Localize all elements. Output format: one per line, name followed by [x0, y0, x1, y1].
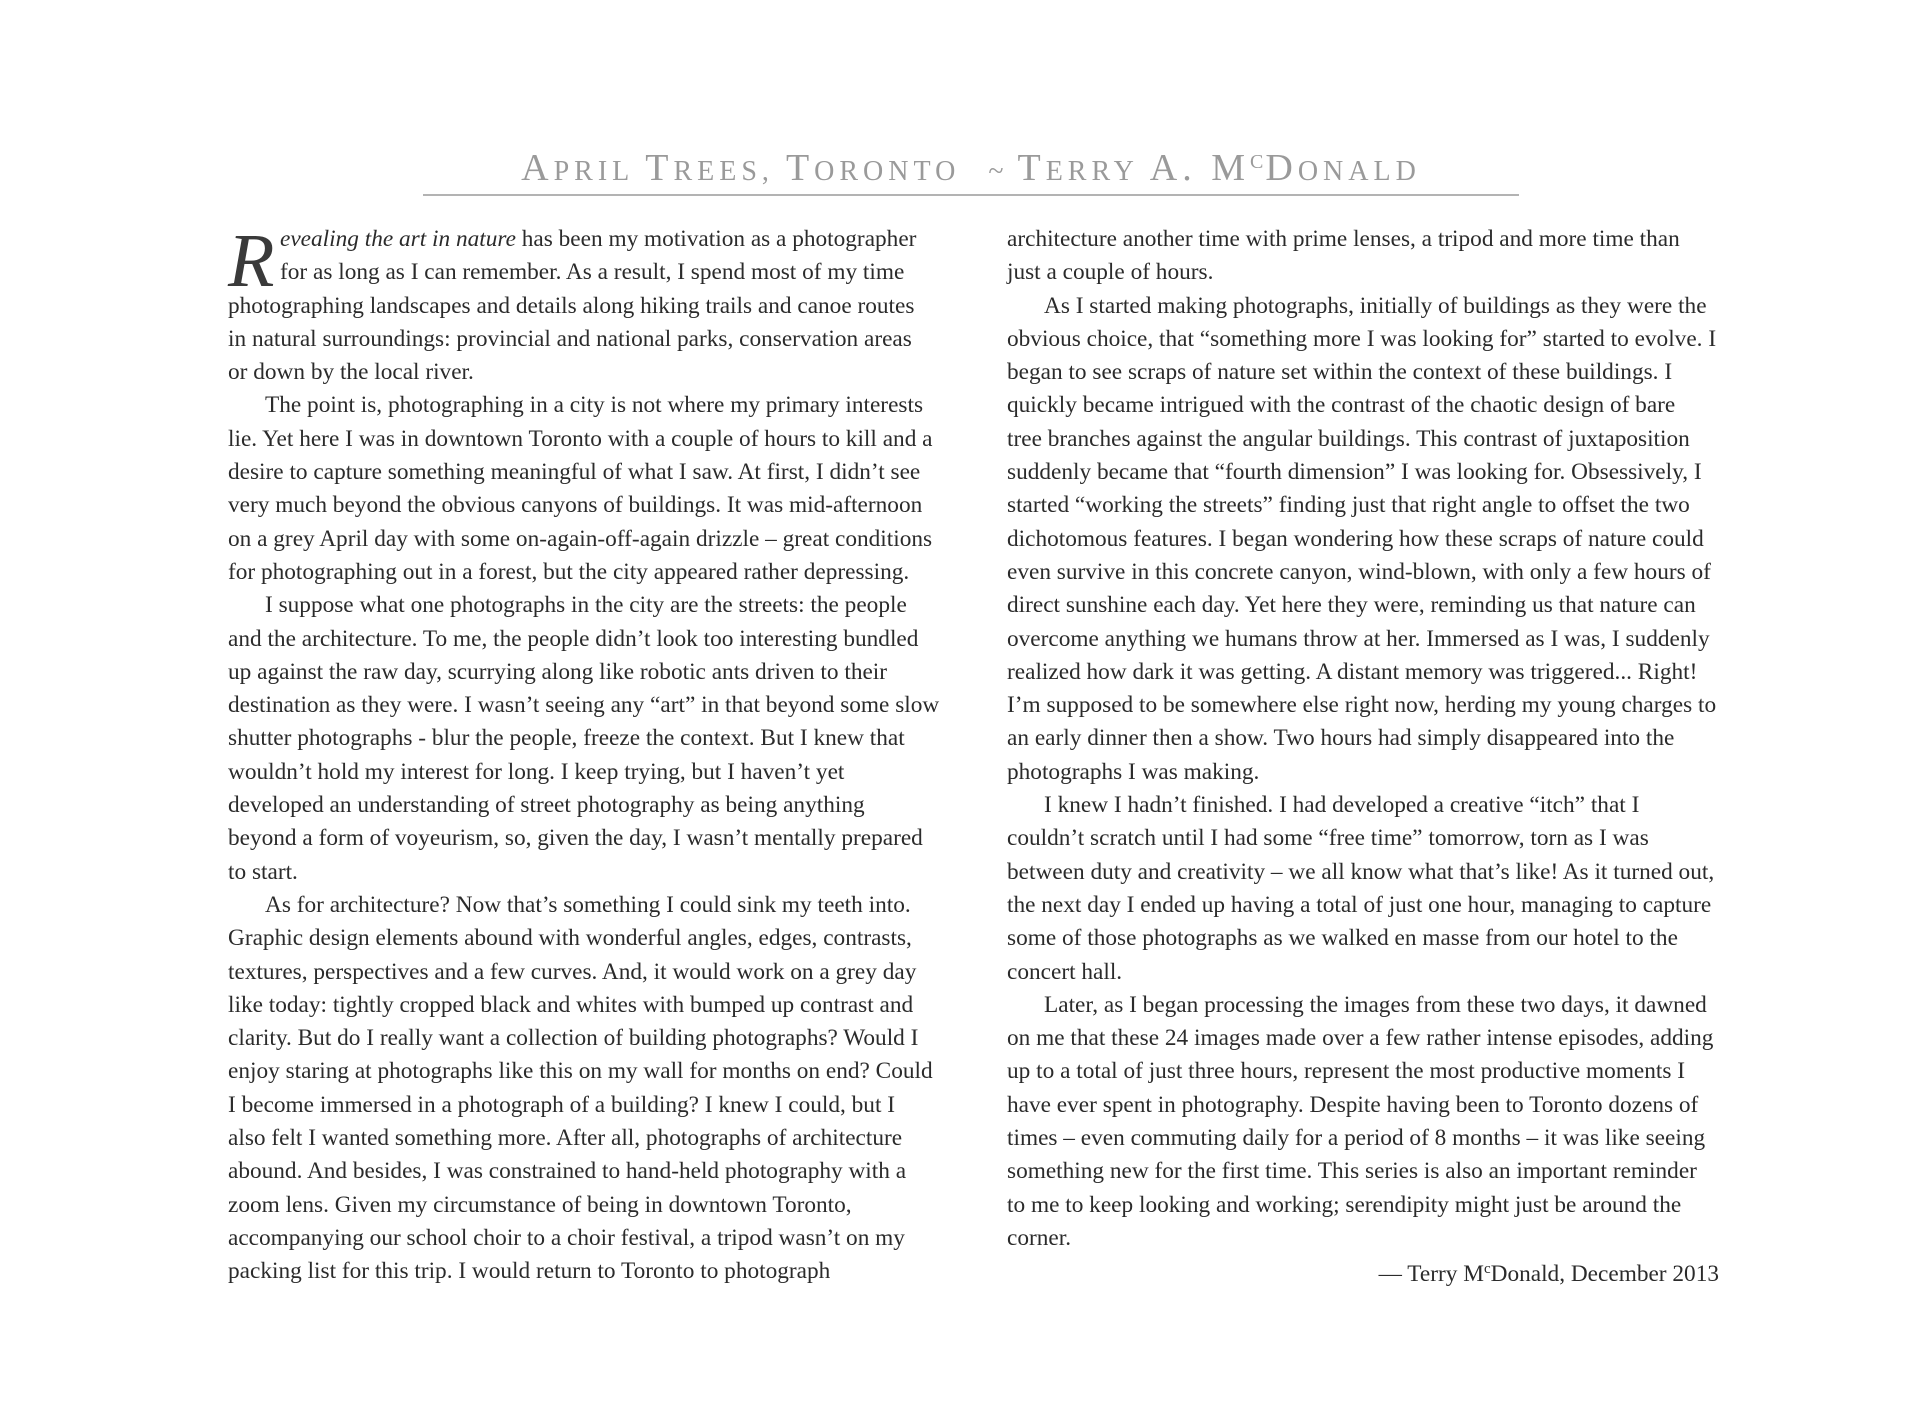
title-initial-t2: T [785, 147, 815, 189]
text-line: direct sunshine each day. Yet here they were, reminding us that nature can [1007, 592, 1696, 619]
text-line: up to a total of just three hours, represent the most productive moments I [1007, 1058, 1686, 1085]
text-line: realized how dark it was getting. A distant memory was triggered... Right! [1007, 658, 1698, 685]
signature-part-1: — Terry M [1378, 1261, 1484, 1287]
text-line: dichotomous features. I began wondering how these scraps of nature could [1007, 525, 1704, 552]
author-initial-m: M [1211, 147, 1251, 189]
text-line-rest: has been my motivation as a photographer [515, 226, 917, 252]
text-line: for as long as I can remember. As a result, I spend most of my time [280, 259, 905, 286]
text-line: developed an understanding of street photography as being anything [228, 792, 865, 819]
text-line: an early dinner then a show. Two hours had simply disappeared into the [1007, 725, 1675, 752]
title-word-april: PRIL [553, 156, 646, 187]
text-line: Graphic design elements abound with wonderful angles, edges, contrasts, [228, 925, 912, 952]
text-line: for photographing out in a forest, but the city appeared rather depressing. [228, 558, 910, 585]
author-signature [1379, 1253, 1719, 1291]
author-word-onald: ONALD [1297, 156, 1421, 187]
text-line: concert hall. [1007, 958, 1123, 985]
text-line: The point is, photographing in a city is not where my primary interests [265, 392, 924, 419]
text-line: just a couple of hours. [1007, 259, 1214, 286]
signature-part-2: Donald, December 2013 [1490, 1261, 1719, 1287]
drop-cap: R [228, 219, 275, 303]
text-line: to start. [228, 858, 298, 885]
text-line [228, 223, 940, 256]
text-line: overcome anything we humans throw at her. Immersed as I was, I suddenly [1007, 625, 1710, 652]
header-divider [423, 194, 1519, 196]
author-initial-a: A. [1149, 147, 1212, 189]
text-line: accompanying our school choir to a choir festival, a tripod wasn’t on my [228, 1224, 905, 1251]
text-line: tree branches against the angular buildings. This contrast of juxtaposition [1007, 425, 1690, 452]
title-word-trees: REES, [673, 156, 786, 187]
text-line: times – even commuting daily for a period of 8 months – it was like seeing [1007, 1125, 1706, 1152]
paragraph [1007, 989, 1719, 1255]
text-line: quickly became intrigued with the contrast of the chaotic design of bare [1007, 392, 1676, 419]
text-line: zoom lens. Given my circumstance of being in downtown Toronto, [228, 1191, 852, 1218]
text-line: in natural surroundings: provincial and national parks, conservation areas [228, 325, 912, 352]
text-line: obvious choice, that “something more I was looking for” started to evolve. I [1007, 325, 1717, 352]
intro-italic-phrase: evealing the art in nature [280, 226, 516, 252]
text-line: shutter photographs - blur the people, freeze the context. But I knew that [228, 725, 905, 752]
paragraph [1007, 290, 1719, 789]
text-line: very much beyond the obvious canyons of buildings. It was mid-afternoon [228, 492, 923, 519]
text-line: the next day I ended up having a total of just one hour, managing to capture [1007, 891, 1712, 918]
text-line: and the architecture. To me, the people didn’t look too interesting bundled [228, 625, 919, 652]
text-line: As I started making photographs, initially of buildings as they were the [1044, 292, 1707, 319]
text-line: wouldn’t hold my interest for long. I keep trying, but I haven’t yet [228, 758, 845, 785]
text-line: couldn’t scratch until I had some “free time” tomorrow, torn as I was [1007, 825, 1649, 852]
text-line: beyond a form of voyeurism, so, given the day, I wasn’t mentally prepared [228, 825, 923, 852]
text-line: photographs I was making. [1007, 758, 1260, 785]
text-line: desire to capture something meaningful of what I saw. At first, I didn’t see [228, 459, 921, 486]
text-line: abound. And besides, I was constrained to hand-held photography with a [228, 1158, 907, 1185]
text-line: to me to keep looking and working; serendipity might just be around the [1007, 1191, 1682, 1218]
author-word-terry: ERRY [1045, 156, 1150, 187]
text-line: destination as they were. I wasn’t seeing any “art” in that beyond some slow [228, 692, 940, 719]
essay-right-column [1007, 223, 1719, 1287]
signature-superscript-c: c [1483, 1261, 1491, 1277]
text-line: began to see scraps of nature set within the context of these buildings. I [1007, 359, 1673, 386]
title-separator: ~ [988, 156, 1009, 187]
text-line: clarity. But do I really want a collection of building photographs? Would I [228, 1025, 919, 1052]
paragraph [228, 889, 940, 1289]
essay-left-column [228, 219, 940, 1289]
text-line: Later, as I began processing the images from these two days, it dawned [1044, 991, 1707, 1018]
text-line: some of those photographs as we walked en masse from our hotel to the [1007, 925, 1678, 952]
title-word-toronto: ORONTO [814, 156, 961, 187]
author-initial-t: T [1017, 147, 1046, 189]
text-line: have ever spent in photography. Despite having been to Toronto dozens of [1007, 1091, 1699, 1118]
text-line: also felt I wanted something more. After all, photographs of architecture [228, 1125, 903, 1152]
text-line: As for architecture? Now that’s something I could sink my teeth into. [265, 891, 911, 918]
paragraph [1007, 223, 1719, 290]
text-line: up against the raw day, scurrying along like robotic ants driven to their [228, 658, 888, 685]
text-line: photographing landscapes and details along hiking trails and canoe routes [228, 292, 915, 319]
text-line: even survive in this concrete canyon, wind-blown, with only a few hours of [1007, 558, 1711, 585]
text-line: corner. [1007, 1224, 1072, 1251]
text-line: I knew I hadn’t finished. I had developed a creative “itch” that I [1044, 792, 1640, 819]
author-initial-d: D [1265, 147, 1298, 189]
text-line: on a grey April day with some on-again-off-again drizzle – great conditions [228, 525, 933, 552]
paragraph [228, 589, 940, 889]
text-line: architecture another time with prime lenses, a tripod and more time than [1007, 226, 1680, 252]
text-line: something new for the first time. This series is also an important reminder [1007, 1158, 1697, 1185]
text-line: between duty and creativity – we all know what that’s like! As it turned out, [1007, 858, 1715, 885]
title-initial-a: A [521, 147, 554, 189]
text-line: on me that these 24 images made over a few rather intense episodes, adding [1007, 1025, 1714, 1052]
text-line: lie. Yet here I was in downtown Toronto with a couple of hours to kill and a [228, 425, 933, 452]
text-line: packing list for this trip. I would return to Toronto to photograph [228, 1258, 831, 1285]
title-initial-t: T [645, 147, 674, 189]
page-title [423, 138, 1519, 200]
text-line: suddenly became that “fourth dimension” I was looking for. Obsessively, I [1007, 459, 1702, 486]
text-line: like today: tightly cropped black and whites with bumped up contrast and [228, 991, 914, 1018]
text-line: textures, perspectives and a few curves. And, it would work on a grey day [228, 958, 917, 985]
text-line: I become immersed in a photograph of a building? I knew I could, but I [228, 1091, 896, 1118]
text-line: enjoy staring at photographs like this on my wall for months on end? Could [228, 1058, 933, 1085]
text-line: I suppose what one photographs in the city are the streets: the people [265, 592, 907, 619]
paragraph [1007, 789, 1719, 989]
text-line: started “working the streets” finding just that right angle to offset the two [1007, 492, 1690, 519]
text-line: or down by the local river. [228, 359, 474, 386]
text-line: I’m supposed to be somewhere else right now, herding my young charges to [1007, 692, 1717, 719]
paragraph [228, 389, 940, 589]
author-superscript-c: C [1250, 151, 1266, 173]
paragraph [228, 219, 940, 389]
